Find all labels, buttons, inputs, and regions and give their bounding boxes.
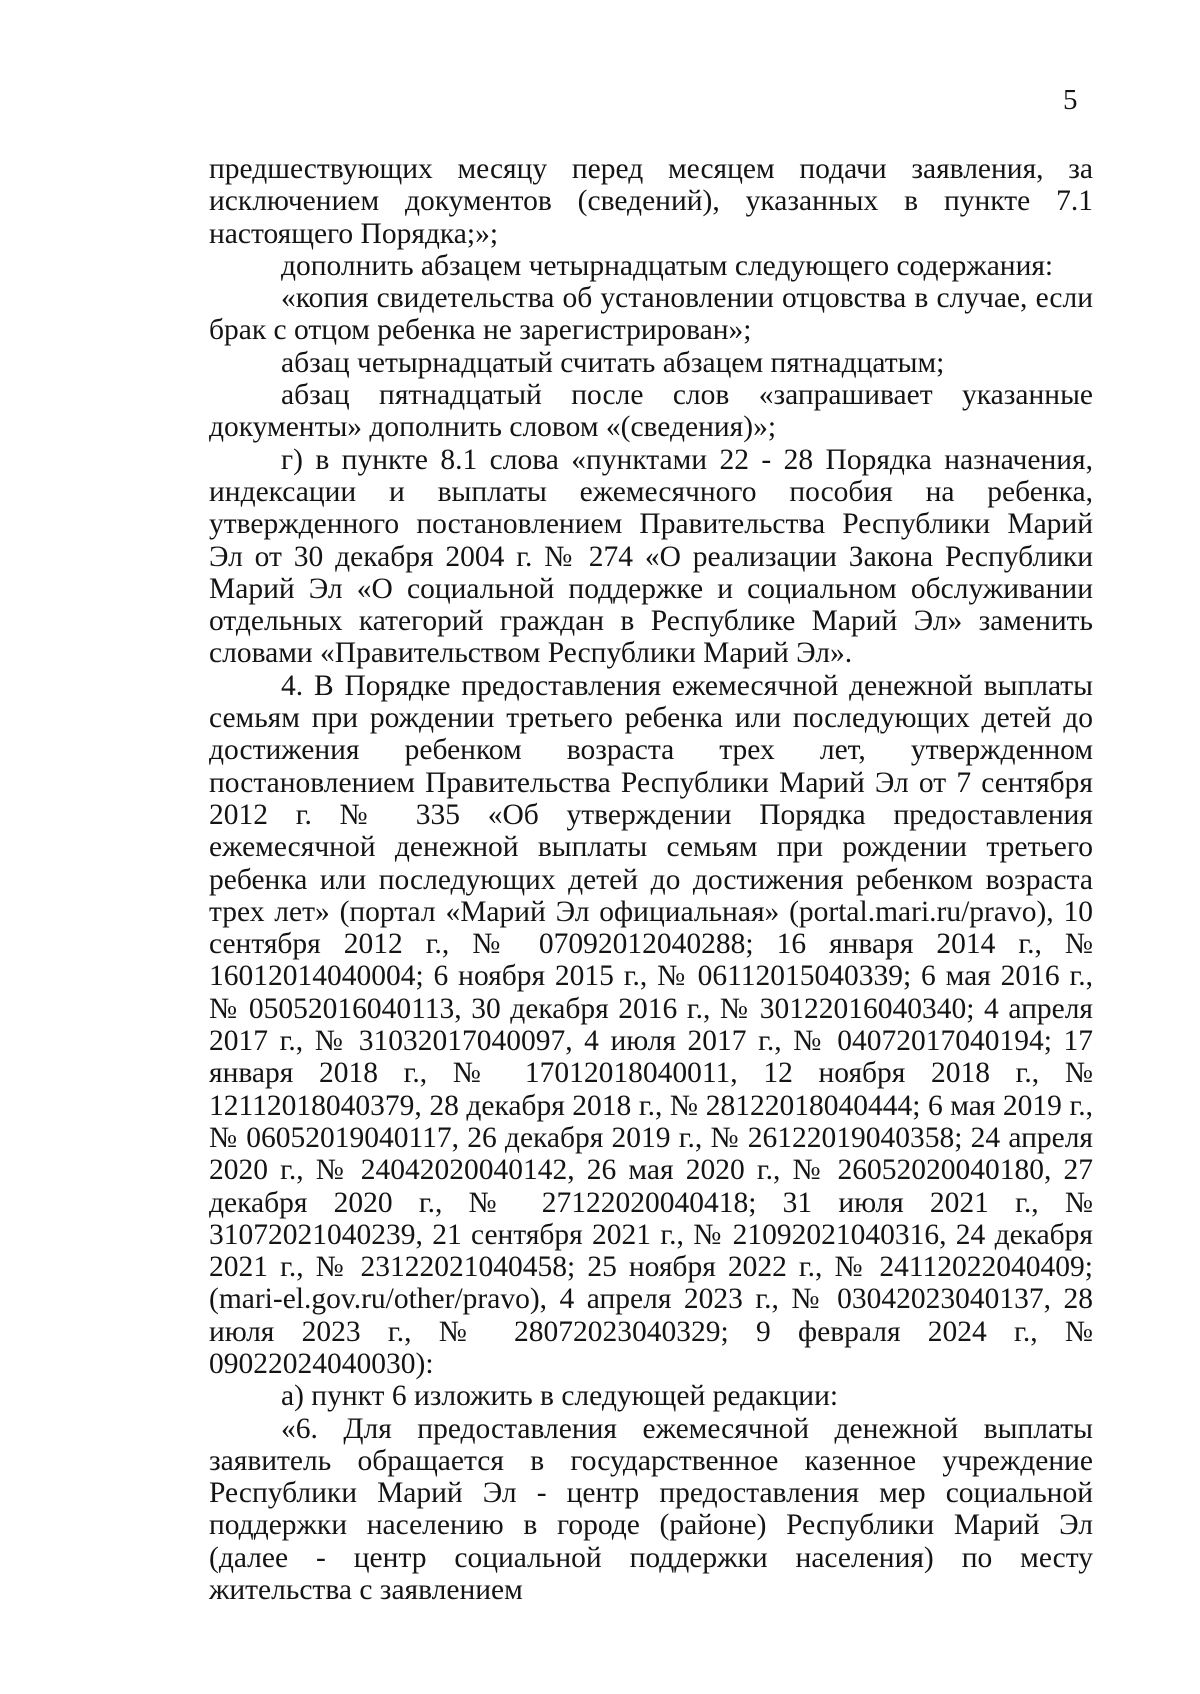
paragraph-clause-6: «6. Для предоставления ежемесячной денежной выплаты заявитель обращается в государственное казенное учреждение Республики Марий Эл - центр предоставления мер социальной поддержки населению в городе (районе) Республики Марий Эл (далее - центр социальной поддержки населения) по месту жительства с заявлением: [209, 1412, 1093, 1607]
page-number: 5: [1063, 84, 1078, 116]
paragraph-add-abzac-14: дополнить абзацем четырнадцатым следующего содержания:: [281, 249, 1054, 282]
paragraph-renumber-abzac: абзац четырнадцатый считать абзацем пятнадцатым;: [281, 346, 945, 379]
paragraph-item-a: а) пункт 6 изложить в следующей редакции:: [281, 1380, 839, 1413]
paragraph-abzac-15-amend: абзац пятнадцатый после слов «запрашивает указанные документы» дополнить словом «(сведения)»;: [209, 379, 1093, 444]
paragraph-item-g: г) в пункте 8.1 слова «пунктами 22 - 28 Порядка назначения, индексации и выплаты ежемесячного пособия на ребенка, утвержденного постановлением Правительства Республики Марий Эл от 30 декабря 2004 г. № 274 «О реализации Закона Республики Марий Эл «О социальной поддержке и социальном обслуживании отдельных категорий граждан в Республике Марий Эл» заменить словами «Правительством Республики Марий Эл».: [209, 443, 1093, 670]
paragraph-paternity-certificate: «копия свидетельства об установлении отцовства в случае, если брак с отцом ребенка не зарегистрирован»;: [209, 282, 1093, 347]
document-body: [209, 153, 1093, 1606]
paragraph-continuation: предшествующих месяцу перед месяцем подачи заявления, за исключением документов (сведений), указанных в пункте 7.1 настоящего Порядка;»;: [209, 153, 1093, 250]
paragraph-section-4: 4. В Порядке предоставления ежемесячной денежной выплаты семьям при рождении третьего ребенка или последующих детей до достижения ребенком возраста трех лет, утвержденном постановлением Правительства Республики Марий Эл от 7 сентября 2012 г. № 335 «Об утверждении Порядка предоставления ежемесячной денежной выплаты семьям при рождении третьего ребенка или последующих детей до достижения ребенком возраста трех лет» (портал «Марий Эл официальная» (portal.mari.ru/pravo), 10 сентября 2012 г., № 07092012040288; 16 января 2014 г., № 16012014040004; 6 ноября 2015 г., № 06112015040339; 6 мая 2016 г., № 05052016040113, 30 декабря 2016 г., № 30122016040340; 4 апреля 2017 г., № 31032017040097, 4 июля 2017 г., № 04072017040194; 17 января 2018 г., № 17012018040011, 12 ноября 2018 г., № 12112018040379, 28 декабря 2018 г., № 28122018040444; 6 мая 2019 г., № 06052019040117, 26 декабря 2019 г., № 26122019040358; 24 апреля 2020 г., № 24042020040142, 26 мая 2020 г., № 26052020040180, 27 декабря 2020 г., № 27122020040418; 31 июля 2021 г., № 31072021040239, 21 сентября 2021 г., № 21092021040316, 24 декабря 2021 г., № 23122021040458; 25 ноября 2022 г., № 24112022040409; (mari-el.gov.ru/other/pravo), 4 апреля 2023 г., № 03042023040137, 28 июля 2023 г., № 28072023040329; 9 февраля 2024 г., № 09022024040030):: [209, 669, 1093, 1380]
